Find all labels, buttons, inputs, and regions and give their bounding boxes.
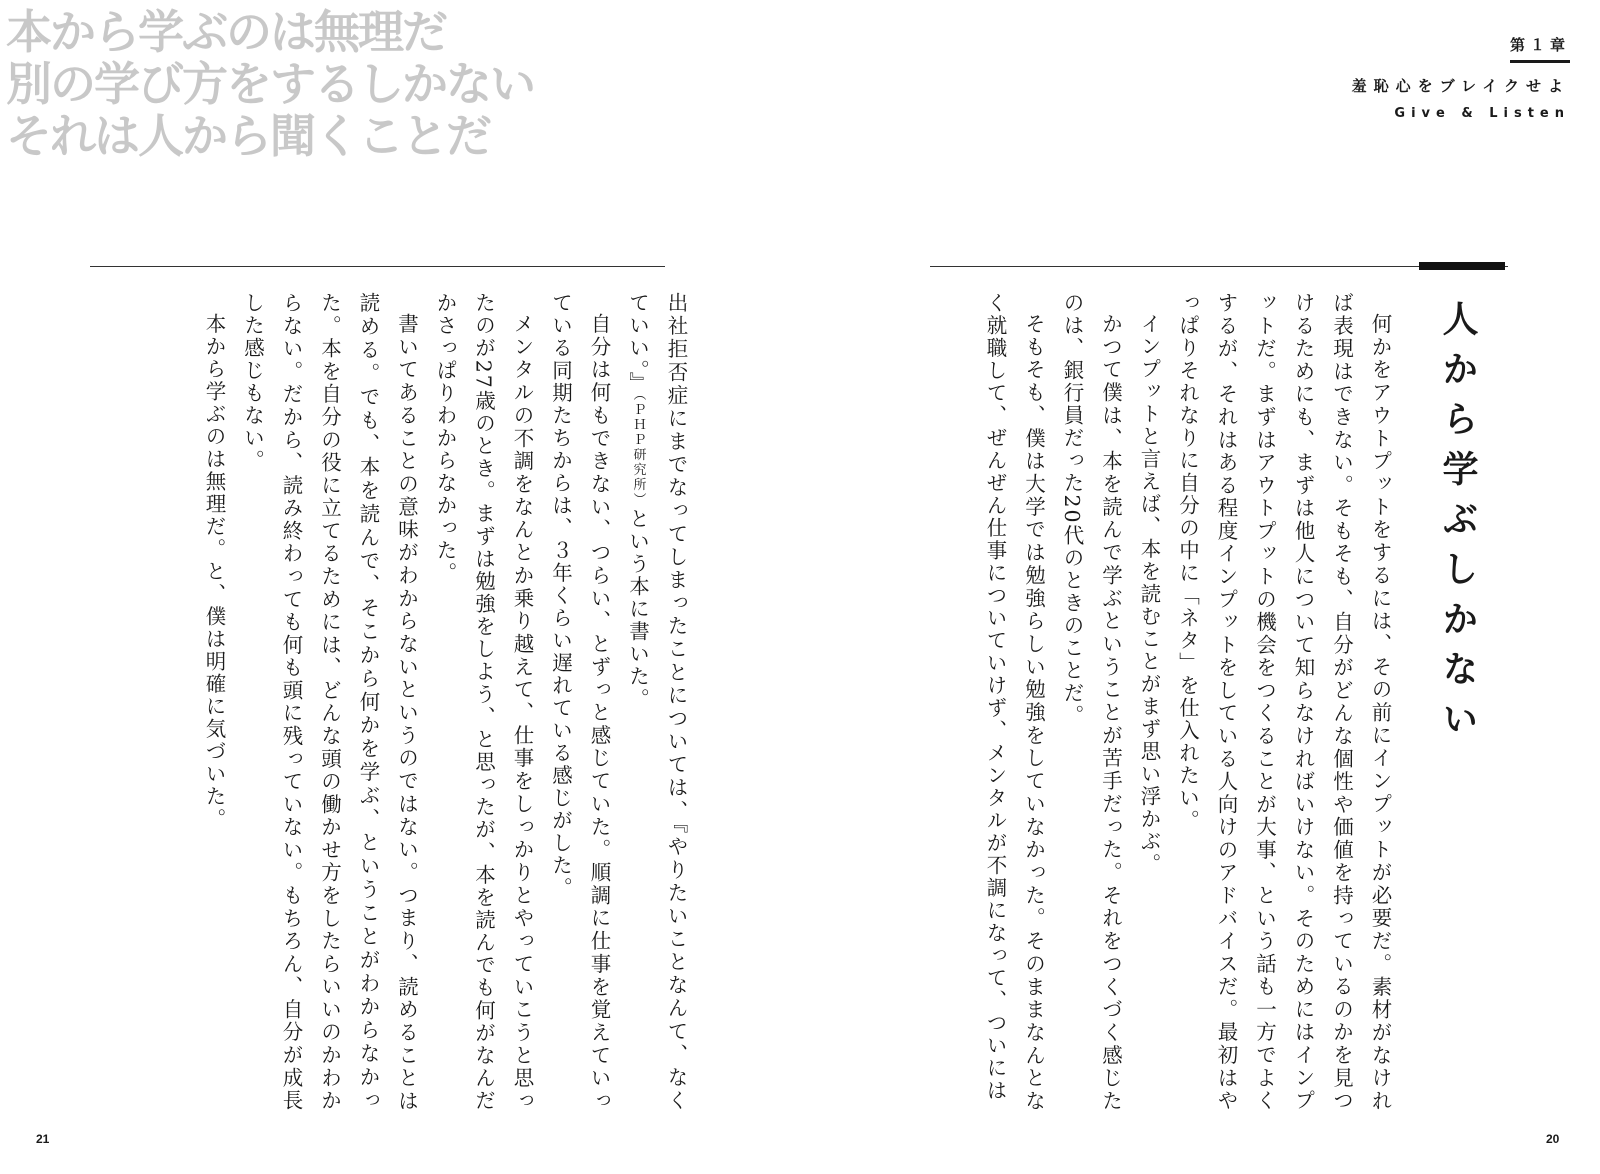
paragraph: 本から学ぶのは無理だ。と、僕は明確に気づいた。 (202, 312, 226, 830)
paragraph: かつて僕は、本を読んで学ぶということが苦手だった。それをつくづく感じたのは、銀行員だった20代のときのことだ。 (1060, 292, 1123, 1112)
pull-quote-line: 本から学ぶのは無理だ (6, 5, 446, 59)
paragraph-text: という本に書いた。 (625, 507, 650, 711)
heading-accent-bar (1419, 262, 1505, 270)
paragraph: 自分は何もできない、つらい、とずっと感じていた。順調に仕事を覚えていっている同期たちからは、３年くらい遅れている感じがした。 (548, 292, 611, 1112)
page-number-left: 21 (36, 1132, 50, 1146)
publisher-note: （ＰＨＰ研究所） (630, 394, 646, 508)
chapter-subtitle: Give & Listen (1394, 106, 1570, 121)
chapter-title: 羞恥心をブレイクせよ (1351, 77, 1570, 95)
section-heading: 人から学ぶしかない (1437, 300, 1478, 750)
pull-quote-line: それは人から聞くことだ (6, 109, 490, 163)
divider-left (90, 266, 665, 267)
page-number-right: 20 (1546, 1132, 1560, 1146)
pull-quote (6, 6, 534, 162)
paragraph-continued (618, 292, 695, 1112)
paragraph: インプットと言えば、本を読むことがまず思い浮かぶ。 (1137, 312, 1161, 875)
paragraph-text: 出社拒否症にまでなってしまったことについては、『やりたいことなんて、なくていい。』 (625, 292, 688, 1112)
pull-quote-line: 別の学び方をするしかない (6, 57, 534, 111)
chapter-label: 第１章 (1510, 34, 1570, 63)
paragraph: 何かをアウトプットをするには、その前にインプットが必要だ。素材がなければ表現はできない。そもそも、自分がどんな個性や価値を持っているのかを見つけるためにも、まずは他人について知らなければいけない。そのためにはインプットだ。まずはアウトプットの機会をつくることが大事、という話も一方でよくするが、それはある程度インプットをしている人向けのアドバイスだ。最初はやっぱりそれなりに自分の中に「ネタ」を仕入れたい。 (1175, 292, 1392, 1112)
right-page-body (915, 292, 1399, 1112)
paragraph: メンタルの不調をなんとか乗り越えて、仕事をしっかりとやっていこうと思ったのが27歳のとき。まずは勉強をしよう、と思ったが、本を読んでも何がなんだかさっぱりわからなかった。 (433, 292, 534, 1112)
left-page-body (80, 292, 695, 1112)
chapter-header (1352, 34, 1570, 121)
paragraph: そもそも、僕は大学では勉強らしい勉強をしていなかった。そのままなんとなく就職して、ぜんぜん仕事についていけず、メンタルが不調になって、ついには (983, 292, 1046, 1112)
paragraph: 書いてあることの意味がわからないというのではない。つまり、読めることは読める。でも、本を読んで、そこから何かを学ぶ、ということがわからなかった。本を自分の役に立てるためには、どんな頭の働かせ方をしたらいいのかわからない。だから、読み終わっても何も頭に残っていない。もちろん、自分が成長した感じもない。 (240, 292, 419, 1112)
